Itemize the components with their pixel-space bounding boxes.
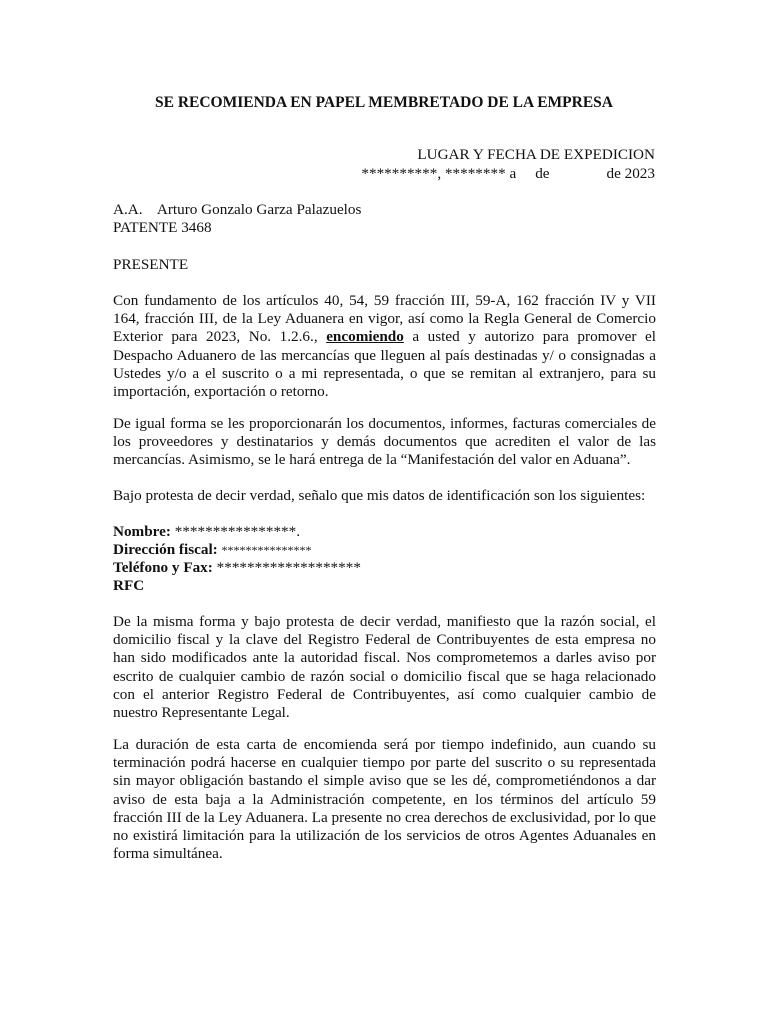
field-name-label: Nombre:: [113, 523, 175, 540]
paragraph-declaration: Bajo protesta de decir verdad, señalo que mis datos de identificación son los siguientes:: [113, 487, 646, 504]
paragraph-mandate-rest: a usted y autorizo para promover el Despacho Aduanero de las mercancías que lleguen al país destinadas y/ o consignadas a Ustedes y/o a el suscrito o a mi representada, o que se remitan al extranjero, para su importación, exportación o retorno.: [113, 328, 656, 401]
field-phone: [113, 559, 361, 577]
paragraph-duration: La duración de esta carta de encomienda será por tiempo indefinido, aun cuando su terminación podrá hacerse en cualquier tiempo por parte del suscrito o su representada sin mayor obligación bastando el simple aviso que se les dé, comprometiéndonos a dar aviso de esta baja a la Administración competente, en los términos del artículo 59 fracción III de la Ley Aduanera. La presente no crea derechos de exclusividad, por lo que no existirá limitación para la utilización de los servicios de otros Agentes Aduanales en forma simultánea.: [113, 736, 656, 863]
addressee-name: A.A. Arturo Gonzalo Garza Palazuelos: [113, 201, 362, 218]
field-address: [113, 541, 312, 559]
field-address-label: Dirección fiscal:: [113, 541, 222, 558]
greeting: PRESENTE: [113, 256, 189, 273]
place-date-line: **********, ******** a de de 2023: [361, 165, 655, 182]
field-address-value: ***************: [221, 543, 312, 557]
field-rfc-label: RFC: [113, 577, 145, 594]
paragraph-mandate-intro: Con fundamento de los artículos 40, 54, 59 fracción III, 59-A, 162 fracción IV y VII 164, fracción III, de la Ley Aduanera en vigor, así como la Regla General de Comercio Exterior para 2023, No. 1.2.6.,: [113, 292, 656, 346]
field-name-value: ****************.: [174, 523, 301, 540]
field-phone-value: *******************: [216, 559, 361, 576]
paragraph-documents: De igual forma se les proporcionarán los documentos, informes, facturas comerciales de los proveedores y destinatarios y demás documentos que acrediten el valor de las mercancías. Asimismo, se le hará entrega de la “Manifestación del valor en Aduana”.: [113, 415, 656, 469]
letterhead-note: SE RECOMIENDA EN PAPEL MEMBRETADO DE LA EMPRESA: [154, 94, 613, 111]
field-name: [113, 523, 300, 541]
paragraph-mandate: [113, 292, 656, 401]
emphasis-encomiendo: encomiendo: [326, 328, 404, 346]
place-date-label: LUGAR Y FECHA DE EXPEDICION: [417, 146, 655, 163]
field-phone-label: Teléfono y Fax:: [113, 559, 217, 576]
field-rfc: [113, 577, 144, 595]
addressee-patent: PATENTE 3468: [113, 219, 212, 236]
paragraph-fiscal-status: De la misma forma y bajo protesta de decir verdad, manifiesto que la razón social, el domicilio fiscal y la clave del Registro Federal de Contribuyentes de esta empresa no han sido modificados ante la autoridad fiscal. Nos comprometemos a darles aviso por escrito de cualquier cambio de razón social o domicilio fiscal que se haga relacionado con el anterior Registro Federal de Contribuyentes, así como cualquier cambio de nuestro Representante Legal.: [113, 613, 656, 722]
